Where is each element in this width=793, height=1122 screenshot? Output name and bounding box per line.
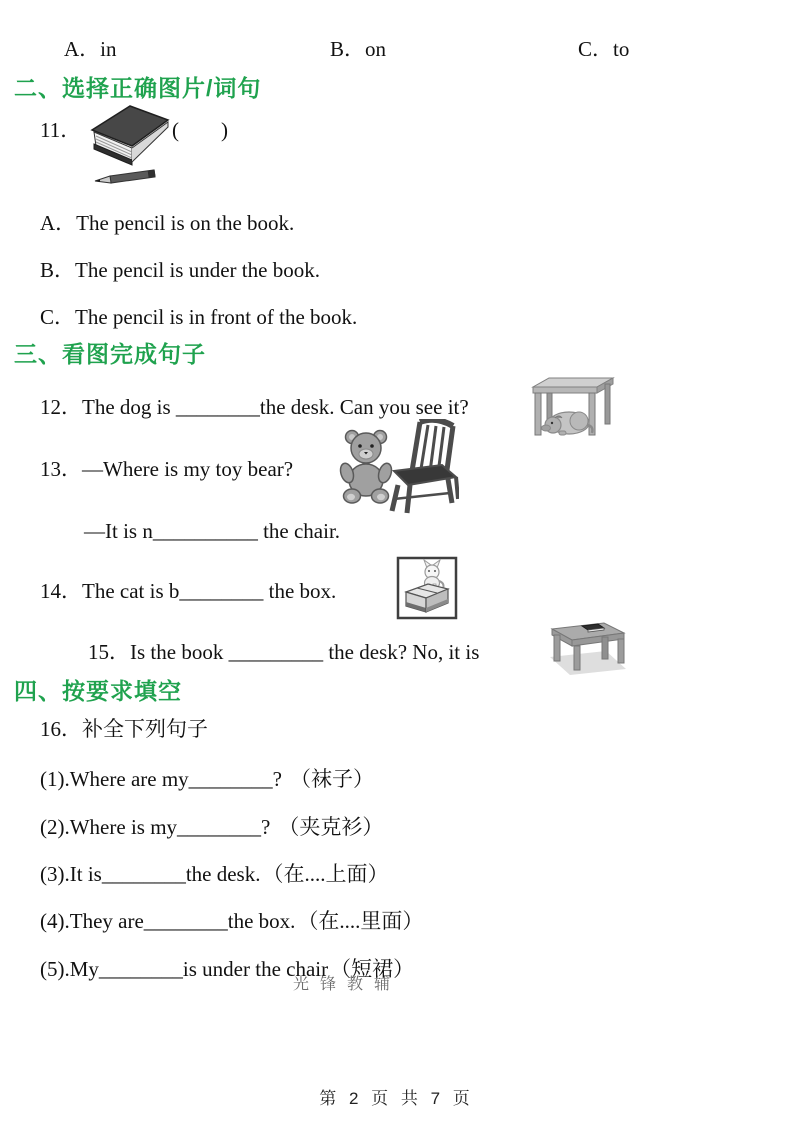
q14-text: 14．The cat is b________ the box. bbox=[40, 579, 337, 603]
q12-text: 12．The dog is ________the desk. Can you see it? bbox=[40, 395, 469, 419]
section3-heading: 三、看图完成句子 bbox=[14, 341, 206, 367]
section2-heading: 二、选择正确图片/词句 bbox=[14, 75, 262, 101]
q11-option-a: A．The pencil is on the book. bbox=[40, 211, 295, 235]
option-a-in: A．in bbox=[64, 37, 117, 61]
q13-question: 13．—Where is my toy bear? bbox=[40, 457, 294, 481]
publisher-watermark: 光锋教辅 bbox=[293, 976, 402, 993]
q16-item-4-text: (4).They are________the box. bbox=[40, 909, 296, 933]
q11-option-b: B．The pencil is under the book. bbox=[40, 258, 320, 282]
q16-item-4 bbox=[40, 908, 423, 934]
q16-item-3 bbox=[40, 861, 388, 887]
q11-answer-bracket: ( ) bbox=[172, 118, 228, 142]
q16-item-2-text: (2).Where is my________? bbox=[40, 815, 271, 839]
q13-answer: —It is n__________ the chair. bbox=[84, 519, 341, 543]
q16-item-3-hint: （在....上面） bbox=[262, 862, 389, 886]
q11-option-c: C．The pencil is in front of the book. bbox=[40, 305, 358, 329]
q16-item-2-hint: （夹克衫） bbox=[278, 815, 384, 839]
q16-item-4-hint: （在....里面） bbox=[297, 909, 424, 933]
q16-item-5-text: (5).My________is under the chair bbox=[40, 957, 329, 981]
book-with-pencil-image bbox=[80, 100, 176, 188]
option-c-to: C．to bbox=[578, 37, 630, 61]
option-b-on: B．on bbox=[330, 37, 387, 61]
q16-item-1 bbox=[40, 766, 374, 792]
book-on-desk-image bbox=[546, 615, 628, 675]
section4-heading: 四、按要求填空 bbox=[14, 678, 182, 704]
cat-behind-box-image bbox=[396, 556, 458, 620]
q16-item-2 bbox=[40, 814, 383, 840]
q16-title: 16．补全下列句子 bbox=[40, 717, 208, 741]
dog-under-desk-image bbox=[527, 375, 615, 439]
q16-item-1-text: (1).Where are my________? bbox=[40, 767, 282, 791]
q16-item-3-text: (3).It is________the desk. bbox=[40, 862, 261, 886]
page-number-footer: 第 2 页 共 7 页 bbox=[319, 1089, 474, 1108]
q16-item-5-hint: （短裙） bbox=[330, 957, 415, 981]
q16-item-1-hint: （袜子） bbox=[289, 767, 374, 791]
q11-number: 11． bbox=[40, 118, 82, 142]
teddy-bear-and-chair-image bbox=[336, 419, 459, 514]
q15-text: 15．Is the book _________ the desk? No, it is bbox=[88, 640, 480, 664]
